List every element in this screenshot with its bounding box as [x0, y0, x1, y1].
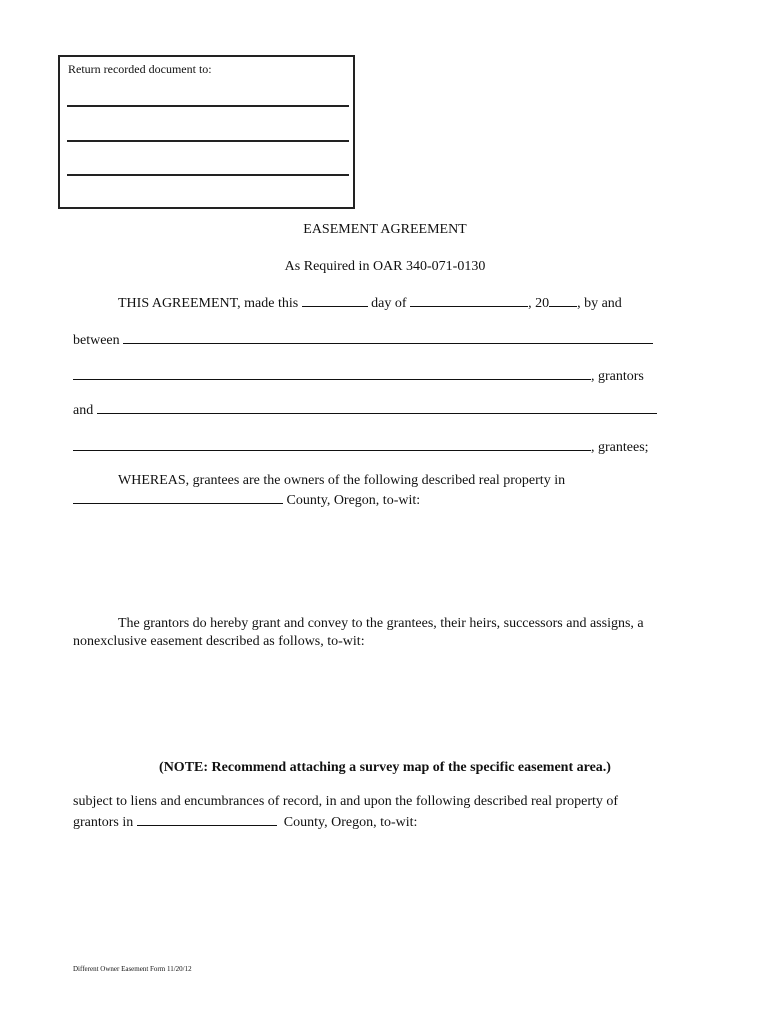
and-line: [73, 401, 657, 419]
return-address-line-1[interactable]: [67, 105, 349, 107]
grantors-line: [73, 367, 644, 385]
between-line: [73, 331, 653, 349]
month-blank[interactable]: [410, 294, 528, 307]
return-address-box: [58, 55, 355, 209]
document-subtitle: As Required in OAR 340-071-0130: [284, 259, 486, 274]
whereas-line-2: [73, 491, 420, 509]
grantors-in-text: grantors in: [73, 815, 134, 830]
grantees-label: , grantees;: [591, 440, 649, 455]
document-title: EASEMENT AGREEMENT: [303, 222, 467, 237]
grantors-label: , grantors: [591, 369, 644, 384]
form-footer: Different Owner Easement Form 11/20/12: [73, 965, 192, 973]
grantee-county-blank[interactable]: [73, 491, 283, 504]
grant-line-1: The grantors do hereby grant and convey to the grantees, their heirs, successors and assigns, a: [118, 616, 644, 631]
and-label: and: [73, 403, 94, 418]
subject-line-2: [73, 813, 417, 831]
agreement-date-line: [118, 294, 622, 312]
by-and-text: , by and: [577, 296, 622, 311]
subject-county-text: County, Oregon, to-wit:: [283, 815, 418, 830]
grantor-name-blank-2[interactable]: [73, 367, 591, 380]
day-blank[interactable]: [302, 294, 368, 307]
day-of-text: day of: [371, 296, 407, 311]
return-address-line-3[interactable]: [67, 174, 349, 176]
whereas-line-1: WHEREAS, grantees are the owners of the following described real property in: [118, 473, 566, 488]
grantor-name-blank-1[interactable]: [123, 331, 653, 344]
survey-map-note: (NOTE: Recommend attaching a survey map of the specific easement area.): [159, 760, 611, 775]
return-address-line-2[interactable]: [67, 140, 349, 142]
return-address-label: Return recorded document to:: [68, 62, 212, 76]
grantee-name-blank-2[interactable]: [73, 438, 591, 451]
year-prefix-text: , 20: [528, 296, 550, 311]
whereas-county-text: County, Oregon, to-wit:: [286, 493, 421, 508]
grantees-line: [73, 438, 649, 456]
grantee-name-blank-1[interactable]: [97, 401, 657, 414]
year-blank[interactable]: [549, 294, 577, 307]
grantor-county-blank[interactable]: [137, 813, 277, 826]
grant-line-2: nonexclusive easement described as follows, to-wit:: [73, 634, 365, 649]
agreement-intro-text: THIS AGREEMENT, made this: [118, 296, 299, 311]
subject-line-1: subject to liens and encumbrances of record, in and upon the following described real property of: [73, 794, 619, 809]
between-label: between: [73, 333, 120, 348]
